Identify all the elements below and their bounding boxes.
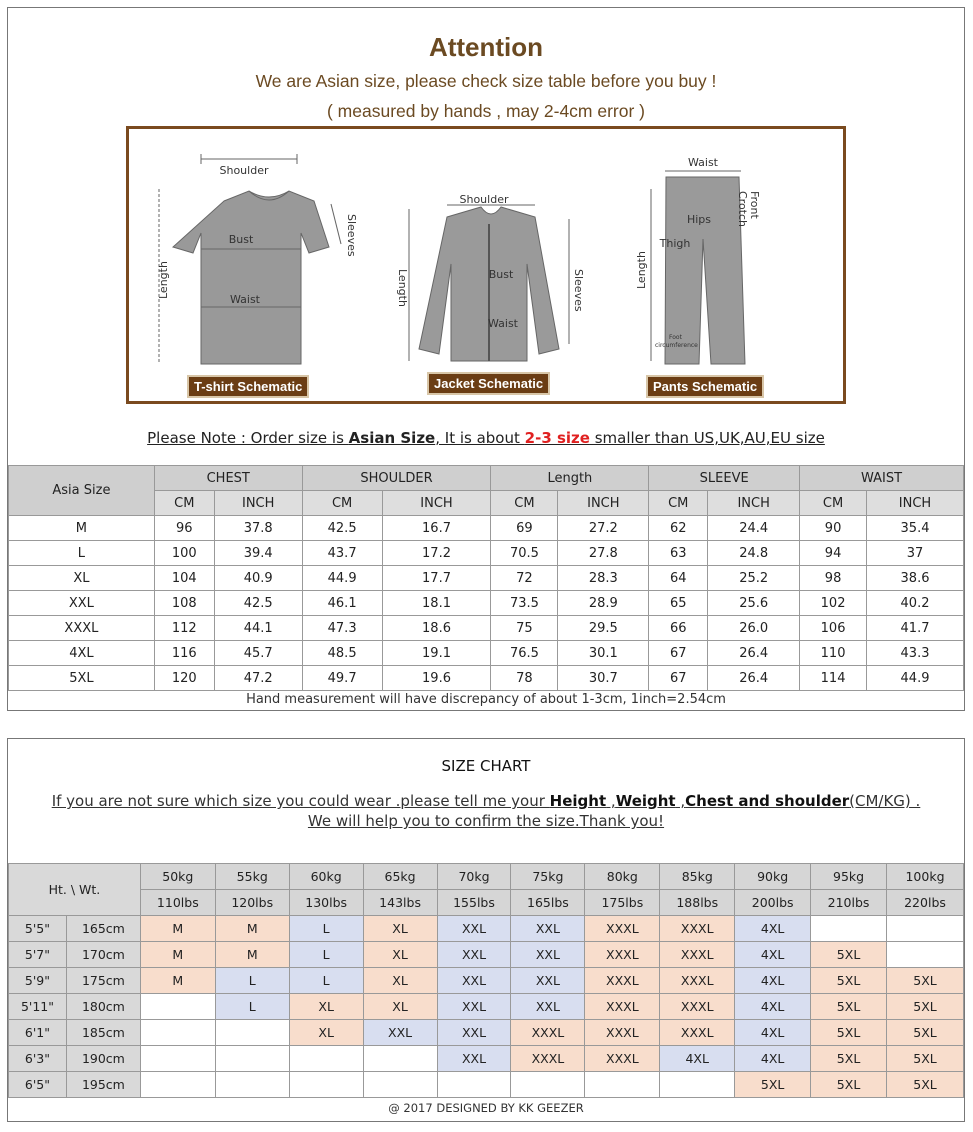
unit-inch: INCH [214, 491, 302, 516]
size-value: 110 [800, 641, 867, 666]
weight-kg-header: 65kg [363, 864, 437, 890]
size-value: 67 [649, 641, 708, 666]
recommended-size [660, 1072, 735, 1098]
weight-lbs-header: 200lbs [735, 890, 811, 916]
weight-lbs-header: 220lbs [887, 890, 964, 916]
unit-inch: INCH [382, 491, 491, 516]
height-cm: 180cm [66, 994, 140, 1020]
recommended-size [887, 942, 964, 968]
size-value: 69 [491, 516, 558, 541]
size-value: 35.4 [867, 516, 964, 541]
pants-illustration [635, 156, 761, 364]
size-value: 19.6 [382, 666, 491, 691]
size-row [9, 616, 964, 641]
height-feet: 5'5" [9, 916, 67, 942]
size-label: XL [9, 566, 155, 591]
schematic-box [126, 126, 846, 404]
recommended-size: XXXL [660, 1020, 735, 1046]
sleeve-header: SLEEVE [649, 466, 800, 491]
recommended-size [140, 1072, 215, 1098]
recommended-size: 5XL [811, 942, 887, 968]
jacket-sleeves-label: Sleeves [572, 269, 585, 312]
recommended-size [437, 1072, 511, 1098]
tshirt-shoulder-label: Shoulder [219, 164, 269, 177]
size-label: L [9, 541, 155, 566]
unit-cm: CM [800, 491, 867, 516]
help-weight: Weight [615, 792, 676, 810]
unit-cm: CM [154, 491, 214, 516]
recommended-size: 5XL [811, 968, 887, 994]
recommended-size: XXL [437, 916, 511, 942]
recommended-size [585, 1072, 660, 1098]
size-value: 28.3 [558, 566, 649, 591]
jacket-shoulder-label: Shoulder [459, 193, 509, 206]
recommended-size: XXXL [585, 994, 660, 1020]
size-value: 41.7 [867, 616, 964, 641]
recommended-size: XXL [511, 994, 585, 1020]
size-label: XXL [9, 591, 155, 616]
unit-cm: CM [302, 491, 382, 516]
size-value: 62 [649, 516, 708, 541]
help-sep2: , [675, 792, 686, 810]
note-middle: , It is about [435, 429, 525, 447]
size-value: 47.2 [214, 666, 302, 691]
note-asian-size: Asian Size [348, 429, 436, 447]
size-value: 44.9 [302, 566, 382, 591]
height-feet: 6'5" [9, 1072, 67, 1098]
size-value: 26.4 [708, 666, 800, 691]
weight-kg-header: 70kg [437, 864, 511, 890]
jacket-schematic-label: Jacket Schematic [427, 372, 550, 395]
size-value: 28.9 [558, 591, 649, 616]
pants-waist-label: Waist [687, 156, 719, 169]
size-value: 108 [154, 591, 214, 616]
size-value: 43.3 [867, 641, 964, 666]
size-value: 120 [154, 666, 214, 691]
weight-kg-header: 90kg [735, 864, 811, 890]
help-height: Height [549, 792, 607, 810]
unit-inch: INCH [867, 491, 964, 516]
size-value: 17.2 [382, 541, 491, 566]
measurement-table [8, 465, 964, 691]
size-value: 63 [649, 541, 708, 566]
size-value: 16.7 [382, 516, 491, 541]
height-cm: 175cm [66, 968, 140, 994]
recommended-size: XXXL [585, 1046, 660, 1072]
shoulder-header: SHOULDER [302, 466, 491, 491]
pants-thigh-label: Thigh [659, 237, 691, 250]
size-value: 29.5 [558, 616, 649, 641]
size-value: 30.1 [558, 641, 649, 666]
asia-size-header: Asia Size [9, 466, 155, 516]
height-weight-table [8, 863, 964, 1098]
weight-kg-header: 95kg [811, 864, 887, 890]
asian-size-note [8, 429, 964, 447]
recommended-size: 5XL [887, 1046, 964, 1072]
size-value: 102 [800, 591, 867, 616]
note-suffix: smaller than US,UK,AU,EU size [589, 429, 825, 447]
recommended-size: L [289, 942, 363, 968]
size-value: 66 [649, 616, 708, 641]
weight-lbs-header: 165lbs [511, 890, 585, 916]
recommended-size: 5XL [811, 1046, 887, 1072]
recommended-size: XXXL [660, 916, 735, 942]
size-value: 27.2 [558, 516, 649, 541]
height-feet: 6'3" [9, 1046, 67, 1072]
size-help-line1 [8, 792, 964, 810]
weight-kg-header: 55kg [215, 864, 289, 890]
size-value: 18.1 [382, 591, 491, 616]
size-help-line2: We will help you to confirm the size.Thank you! [307, 812, 665, 830]
height-row [9, 916, 964, 942]
recommended-size: XXL [511, 968, 585, 994]
size-value: 37.8 [214, 516, 302, 541]
weight-lbs-header: 120lbs [215, 890, 289, 916]
size-value: 114 [800, 666, 867, 691]
height-row [9, 1020, 964, 1046]
recommended-size [363, 1046, 437, 1072]
recommended-size: M [140, 968, 215, 994]
size-value: 47.3 [302, 616, 382, 641]
size-value: 45.7 [214, 641, 302, 666]
size-value: 26.0 [708, 616, 800, 641]
size-value: 72 [491, 566, 558, 591]
help-suffix: (CM/KG) . [849, 792, 921, 810]
pants-crotch-label: Crotch [736, 191, 749, 228]
recommended-size [289, 1072, 363, 1098]
recommended-size: XL [363, 942, 437, 968]
height-row [9, 968, 964, 994]
size-label: XXXL [9, 616, 155, 641]
recommended-size [140, 994, 215, 1020]
height-feet: 6'1" [9, 1020, 67, 1046]
recommended-size: L [289, 968, 363, 994]
height-row [9, 1046, 964, 1072]
size-value: 17.7 [382, 566, 491, 591]
recommended-size: XL [363, 994, 437, 1020]
recommended-size [215, 1020, 289, 1046]
size-value: 90 [800, 516, 867, 541]
schematics-drawing [129, 129, 843, 401]
recommended-size: XXXL [585, 916, 660, 942]
size-value: 70.5 [491, 541, 558, 566]
weight-lbs-header: 130lbs [289, 890, 363, 916]
recommended-size: 4XL [735, 1046, 811, 1072]
unit-inch: INCH [558, 491, 649, 516]
size-value: 37 [867, 541, 964, 566]
note-amount: 2-3 size [524, 429, 590, 447]
unit-inch: INCH [708, 491, 800, 516]
recommended-size: XXL [437, 968, 511, 994]
recommended-size: XL [289, 1020, 363, 1046]
unit-cm: CM [491, 491, 558, 516]
recommended-size: XXXL [511, 1046, 585, 1072]
recommended-size: XXXL [585, 942, 660, 968]
size-label: M [9, 516, 155, 541]
size-row [9, 666, 964, 691]
recommended-size: 5XL [811, 1020, 887, 1046]
unit-cm: CM [649, 491, 708, 516]
measurement-footnote: Hand measurement will have discrepancy of about 1-3cm, 1inch=2.54cm [246, 692, 726, 707]
size-value: 64 [649, 566, 708, 591]
size-value: 78 [491, 666, 558, 691]
jacket-length-label: Length [396, 269, 409, 307]
recommended-size [140, 1046, 215, 1072]
help-chest-shoulder: Chest and shoulder [685, 792, 850, 810]
size-value: 116 [154, 641, 214, 666]
size-value: 65 [649, 591, 708, 616]
weight-lbs-header: 110lbs [140, 890, 215, 916]
recommended-size [363, 1072, 437, 1098]
height-row [9, 1072, 964, 1098]
recommended-size: M [140, 916, 215, 942]
recommended-size: XXL [437, 942, 511, 968]
recommended-size: XXL [437, 994, 511, 1020]
size-rows [9, 516, 964, 691]
recommended-size: 5XL [887, 1072, 964, 1098]
size-value: 25.6 [708, 591, 800, 616]
kg-header-row [9, 864, 964, 890]
tshirt-schematic-label: T-shirt Schematic [187, 375, 309, 398]
size-value: 42.5 [214, 591, 302, 616]
size-label: 5XL [9, 666, 155, 691]
size-value: 104 [154, 566, 214, 591]
weight-kg-header: 75kg [511, 864, 585, 890]
recommended-size: XXXL [585, 1020, 660, 1046]
tshirt-bust-label: Bust [228, 233, 254, 246]
jacket-bust-label: Bust [488, 268, 514, 281]
size-chart-title: SIZE CHART [441, 757, 531, 775]
height-cm: 185cm [66, 1020, 140, 1046]
waist-header: WAIST [800, 466, 964, 491]
recommended-size [511, 1072, 585, 1098]
size-value: 19.1 [382, 641, 491, 666]
asian-size-warning: We are Asian size, please check size table before you buy ! [255, 71, 717, 91]
size-value: 106 [800, 616, 867, 641]
recommended-size: 4XL [660, 1046, 735, 1072]
recommended-size: XXL [437, 1020, 511, 1046]
height-cm: 190cm [66, 1046, 140, 1072]
recommended-size: 5XL [887, 994, 964, 1020]
pants-length-label: Length [635, 251, 648, 289]
help-prefix: If you are not sure which size you could wear .please tell me your [51, 792, 550, 810]
size-value: 67 [649, 666, 708, 691]
recommended-size: 5XL [887, 1020, 964, 1046]
size-value: 40.2 [867, 591, 964, 616]
height-cm: 165cm [66, 916, 140, 942]
size-value: 25.2 [708, 566, 800, 591]
size-label: 4XL [9, 641, 155, 666]
weight-kg-header: 85kg [660, 864, 735, 890]
recommended-size [811, 916, 887, 942]
height-weight-corner: Ht. \ Wt. [9, 864, 141, 916]
size-info-panel [7, 7, 965, 711]
recommended-size: M [140, 942, 215, 968]
size-value: 94 [800, 541, 867, 566]
recommended-size [215, 1072, 289, 1098]
recommended-size: 5XL [887, 968, 964, 994]
recommended-size: 4XL [735, 916, 811, 942]
recommended-size: 4XL [735, 968, 811, 994]
recommended-size: 4XL [735, 1020, 811, 1046]
size-value: 24.4 [708, 516, 800, 541]
note-prefix: Please Note : Order size is [147, 429, 349, 447]
tshirt-sleeves-label: Sleeves [345, 214, 358, 257]
size-value: 24.8 [708, 541, 800, 566]
length-header: Length [491, 466, 649, 491]
height-feet: 5'9" [9, 968, 67, 994]
height-feet: 5'11" [9, 994, 67, 1020]
size-row [9, 641, 964, 666]
size-value: 46.1 [302, 591, 382, 616]
size-value: 49.7 [302, 666, 382, 691]
pants-hips-label: Hips [686, 213, 712, 226]
pants-foot-label: Foot [669, 334, 682, 341]
height-cm: 170cm [66, 942, 140, 968]
weight-lbs-header: 155lbs [437, 890, 511, 916]
size-value: 40.9 [214, 566, 302, 591]
tshirt-illustration [157, 154, 358, 364]
chest-header: CHEST [154, 466, 302, 491]
size-value: 42.5 [302, 516, 382, 541]
weight-kg-header: 50kg [140, 864, 215, 890]
recommended-size: M [215, 916, 289, 942]
tshirt-length-label: Length [157, 261, 170, 299]
recommended-size: XXL [363, 1020, 437, 1046]
recommended-size: 5XL [811, 994, 887, 1020]
recommended-size [140, 1020, 215, 1046]
height-cm: 195cm [66, 1072, 140, 1098]
recommended-size: L [215, 968, 289, 994]
size-value: 26.4 [708, 641, 800, 666]
recommended-size: XXXL [511, 1020, 585, 1046]
recommended-size: XXL [437, 1046, 511, 1072]
size-value: 44.9 [867, 666, 964, 691]
size-row [9, 541, 964, 566]
pants-circumference-label: circumference [655, 342, 698, 349]
weight-kg-header: 100kg [887, 864, 964, 890]
recommended-size: XXXL [585, 968, 660, 994]
size-value: 43.7 [302, 541, 382, 566]
size-value: 98 [800, 566, 867, 591]
recommended-size: 5XL [735, 1072, 811, 1098]
size-value: 96 [154, 516, 214, 541]
size-value: 75 [491, 616, 558, 641]
weight-lbs-header: 143lbs [363, 890, 437, 916]
recommended-size [289, 1046, 363, 1072]
size-value: 48.5 [302, 641, 382, 666]
recommended-size: L [215, 994, 289, 1020]
size-value: 38.6 [867, 566, 964, 591]
size-row [9, 591, 964, 616]
recommended-size: 4XL [735, 994, 811, 1020]
size-value: 44.1 [214, 616, 302, 641]
recommended-size: XXXL [660, 994, 735, 1020]
recommended-size: XXXL [660, 942, 735, 968]
tshirt-waist-label: Waist [229, 293, 261, 306]
size-value: 27.8 [558, 541, 649, 566]
size-value: 73.5 [491, 591, 558, 616]
pants-front-label: Front [748, 191, 761, 219]
size-value: 30.7 [558, 666, 649, 691]
recommended-size: XL [363, 968, 437, 994]
recommended-size: XL [289, 994, 363, 1020]
weight-kg-header: 80kg [585, 864, 660, 890]
designer-footer: @ 2017 DESIGNED BY KK GEEZER [388, 1101, 584, 1115]
recommended-size: 4XL [735, 942, 811, 968]
measurement-error-note: ( measured by hands , may 2-4cm error ) [326, 101, 646, 121]
weight-lbs-header: 188lbs [660, 890, 735, 916]
weight-kg-header: 60kg [289, 864, 363, 890]
pants-schematic-label: Pants Schematic [646, 375, 764, 398]
recommended-size: M [215, 942, 289, 968]
recommended-size [887, 916, 964, 942]
recommended-size [215, 1046, 289, 1072]
recommended-size: L [289, 916, 363, 942]
height-row [9, 942, 964, 968]
recommended-size: XL [363, 916, 437, 942]
recommended-size: XXL [511, 916, 585, 942]
recommended-size: XXL [511, 942, 585, 968]
lbs-header-row [9, 890, 964, 916]
help-sep1: , [606, 792, 616, 810]
weight-lbs-header: 175lbs [585, 890, 660, 916]
size-value: 112 [154, 616, 214, 641]
weight-lbs-header: 210lbs [811, 890, 887, 916]
size-value: 100 [154, 541, 214, 566]
size-row [9, 566, 964, 591]
height-row [9, 994, 964, 1020]
recommended-size: XXXL [660, 968, 735, 994]
size-value: 18.6 [382, 616, 491, 641]
jacket-illustration [396, 193, 585, 361]
height-rows [9, 916, 964, 1098]
jacket-waist-label: Waist [487, 317, 519, 330]
size-chart-panel [7, 738, 965, 1122]
size-value: 39.4 [214, 541, 302, 566]
size-row [9, 516, 964, 541]
attention-title: Attention [428, 32, 544, 62]
height-feet: 5'7" [9, 942, 67, 968]
size-value: 76.5 [491, 641, 558, 666]
recommended-size: 5XL [811, 1072, 887, 1098]
